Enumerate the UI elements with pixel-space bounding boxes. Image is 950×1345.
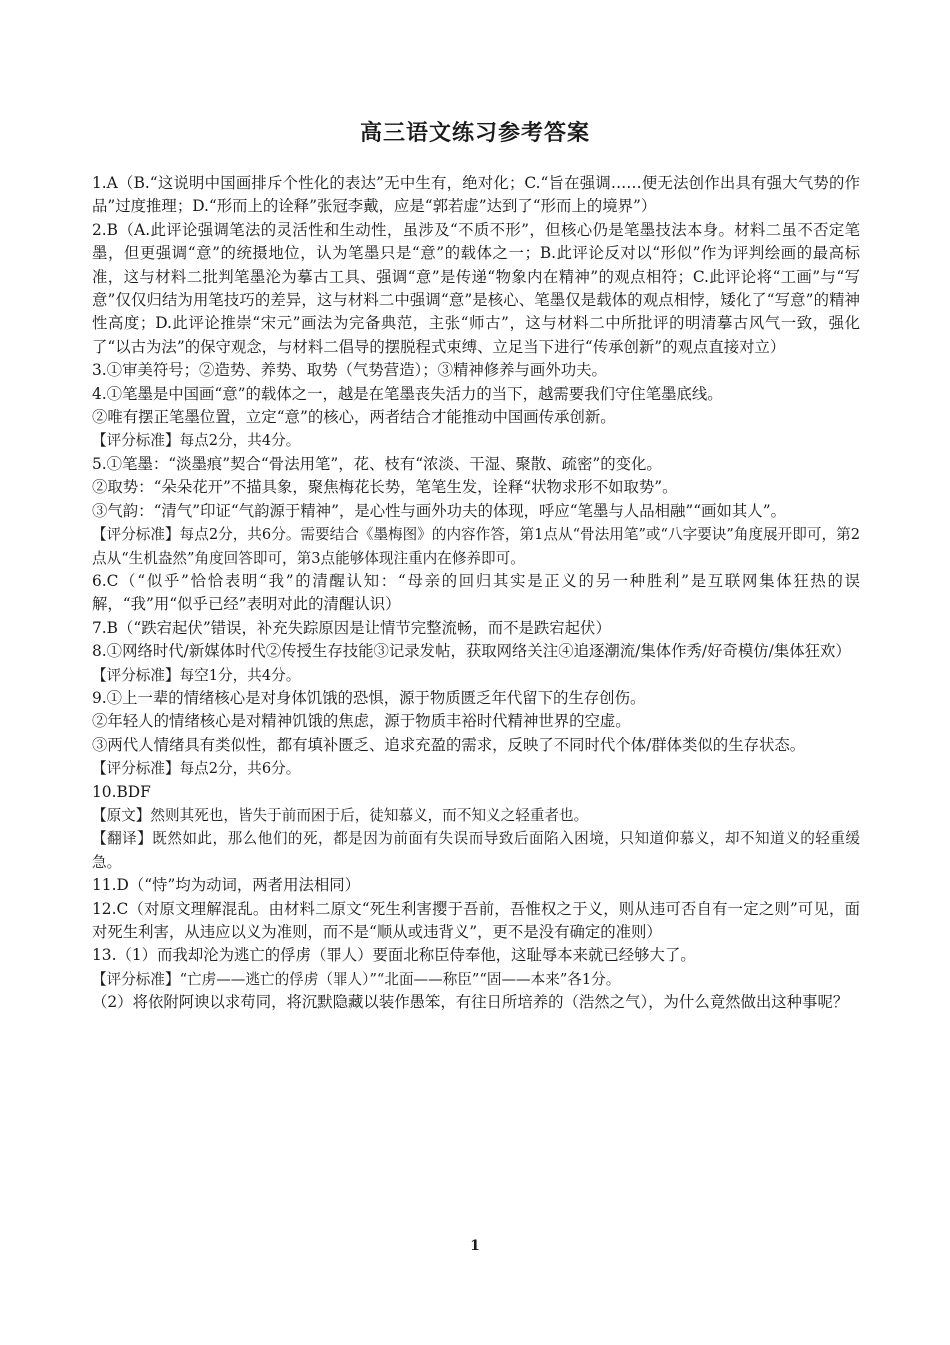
scoring-standard-4: 【评分标准】每点2分，共4分。 <box>92 432 301 450</box>
page-number: 1 <box>470 1238 480 1254</box>
answer-4-point-1: 4.①笔墨是中国画“意”的载体之一，越是在笔墨丧失活力的当下，越需要我们守住笔墨底线。 <box>92 384 723 403</box>
answer-body <box>92 172 860 1015</box>
original-text: 【原文】然则其死也，皆失于前而困于后，徒知慕义，而不知义之轻重者也。 <box>92 806 589 824</box>
answer-10: 10.BDF <box>92 782 151 801</box>
answer-2: 2.B（A.此评论强调笔法的灵活性和生动性，虽涉及“不质不形”，但核心仍是笔墨技法本身。材料二虽不否定笔墨，但更强调“意”的统摄地位，认为笔墨只是“意”的载体之一；B.此评论反对以“形似”作为评判绘画的最高标准，这与材料二批判笔墨沦为摹古工具、强调“意”是传递“物象内在精神”的观点相符；C.此评论将“工画”与“写意”仅仅归结为用笔技巧的差异，这与材料二中强调“意”是核心、笔墨仅是载体的观点相悖，矮化了“写意”的精神性高度；D.此评论推崇“宋元”画法为完备典范，主张“师古”，这与材料二中所批评的明清摹古风气一致，强化了“以古为法”的保守观念，与材料二倡导的摆脱程式束缚、立足当下进行“传承创新”的观点直接对立） <box>92 220 860 356</box>
answer-5-point-3: ③气韵：“清气”印证“气韵源于精神”，是心性与画外功夫的体现，呼应“笔墨与人品相融”“画如其人”。 <box>92 501 786 520</box>
translation: 【翻译】既然如此，那么他们的死，都是因为前面有失误而导致后面陷入困境，只知道仰慕义，却不知道义的轻重缓急。 <box>92 830 860 871</box>
answer-5-point-1: 5.①笔墨：“淡墨痕”契合“骨法用笔”，花、枝有“浓淡、干湿、聚散、疏密”的变化。 <box>92 454 662 473</box>
scoring-standard-5: 【评分标准】每点2分，共6分。需要结合《墨梅图》的内容作答，第1点从“骨法用笔”或“八字要诀”角度展开即可，第2点从“生机盎然”角度回答即可，第3点能够体现注重内在修养即可。 <box>92 526 860 567</box>
answer-13-part-1: 13.（1）而我却沦为逃亡的俘虏（罪人）要面北称臣侍奉他，这耻辱本来就已经够大了。 <box>92 946 696 965</box>
answer-12: 12.C（对原文理解混乱。由材料二原文“死生利害撄于吾前，吾惟权之于义，则从违可否自有一定之则”可见，面对死生利害，从违应以义为准则，而不是“顺从或违背义”，更不是没有确定的准则） <box>92 899 860 941</box>
answer-3: 3.①审美符号；②造势、养势、取势（气势营造）；③精神修养与画外功夫。 <box>92 361 607 380</box>
answer-4-point-2: ②唯有摆正笔墨位置，立定“意”的核心，两者结合才能推动中国画传承创新。 <box>92 408 616 427</box>
scoring-standard-8: 【评分标准】每空1分，共4分。 <box>92 666 301 684</box>
answer-9-point-2: ②年轻人的情绪核心是对精神饥饿的焦虑，源于物质丰裕时代精神世界的空虚。 <box>92 712 631 731</box>
scoring-standard-9: 【评分标准】每点2分，共6分。 <box>92 760 301 778</box>
answer-6: 6.C（“似乎”恰恰表明“我”的清醒认知：“母亲的回归其实是正义的另一种胜利”是互联网集体狂热的误解，“我”用“似乎已经”表明对此的清醒认识） <box>92 571 860 614</box>
answer-13-part-2: （2）将依附阿谀以求苟同，将沉默隐藏以装作愚笨，有往日所培养的（浩然之气），为什么竟然做出这种事呢？ <box>92 993 849 1012</box>
answer-11: 11.D（“恃”均为动词，两者用法相同） <box>92 876 361 895</box>
answer-1: 1.A（B.“这说明中国画排斥个性化的表达”无中生有，绝对化；C.“旨在强调……便无法创作出具有强大气势的作品”过度推理；D.“形而上的诠释”张冠李戴，应是“郭若虚”达到了“形而上的境界”） <box>92 174 860 216</box>
scoring-standard-13: 【评分标准】“亡虏——逃亡的俘虏（罪人）”“北面——称臣”“固——本来”各1分。 <box>92 970 621 988</box>
answer-5-point-2: ②取势：“朵朵花开”不描具象，聚焦梅花长势，笔笔生发，诠释“状物求形不如取势”。 <box>92 478 678 497</box>
answer-8: 8.①网络时代/新媒体时代②传授生存技能③记录发帖，获取网络关注④追逐潮流/集体作秀/好奇模仿/集体狂欢） <box>92 642 851 661</box>
page-title: 高三语文练习参考答案 <box>359 121 590 146</box>
answer-9-point-3: ③两代人情绪具有类似性，都有填补匮乏、追求充盈的需求，反映了不同时代个体/群体类似的生存状态。 <box>92 735 806 754</box>
answer-9-point-1: 9.①上一辈的情绪核心是对身体饥饿的恐惧，源于物质匮乏年代留下的生存创伤。 <box>92 688 646 707</box>
answer-7: 7.B（“跌宕起伏”错误，补充失踪原因是让情节完整流畅，而不是跌宕起伏） <box>92 618 611 637</box>
